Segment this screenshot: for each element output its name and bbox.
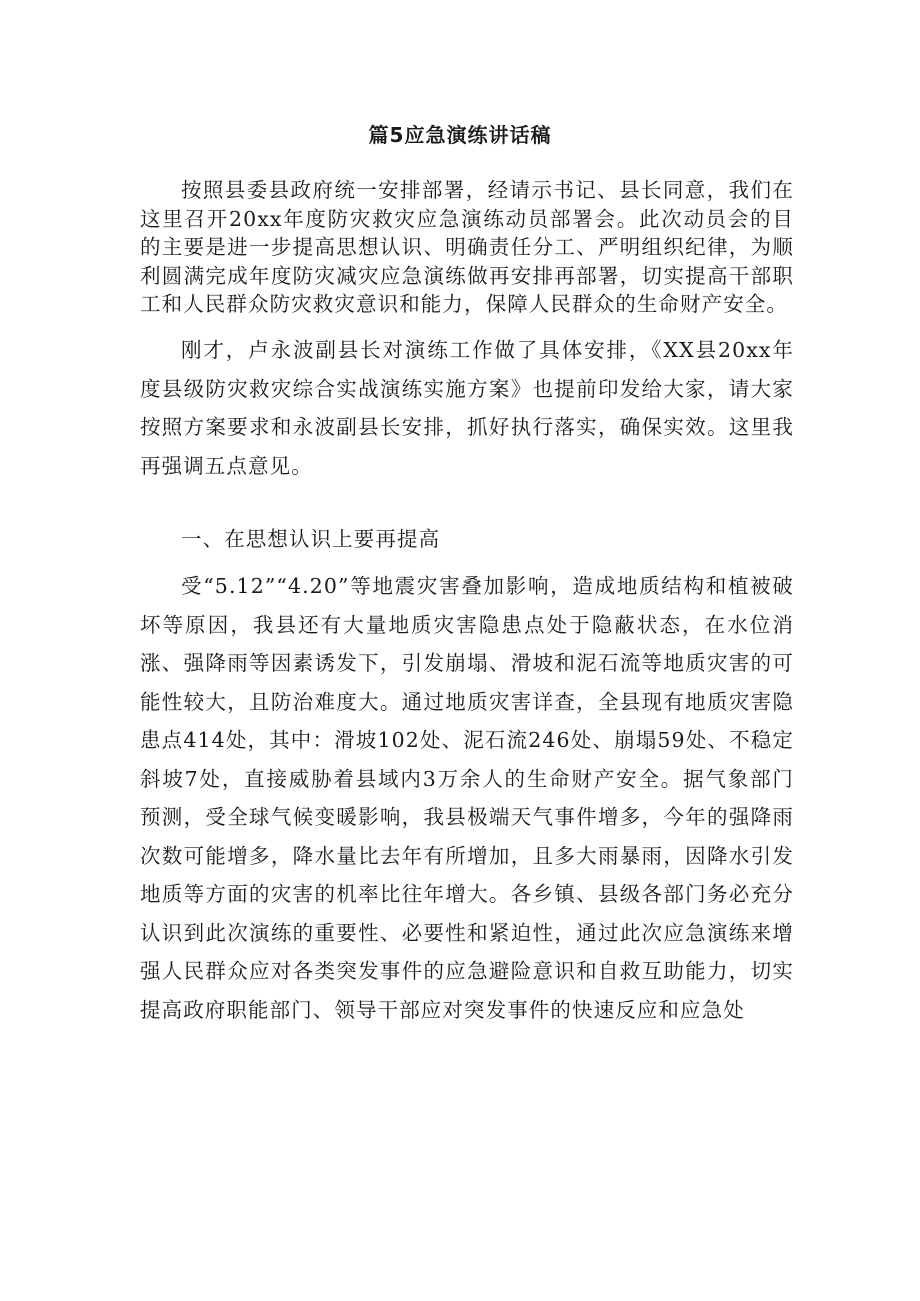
section-heading-1: 一、在思想认识上要再提高 bbox=[181, 527, 441, 551]
paragraph-arrangement: 刚才，卢永波副县长对演练工作做了具体安排，《XX县20xx年度县级防灾救灾综合实战演练实施方案》也提前印发给大家，请大家按照方案要求和永波副县长安排，抓好执行落实，确保实效。这里我再强调五点意见。 bbox=[140, 338, 794, 478]
paragraph-opening: 按照县委县政府统一安排部署，经请示书记、县长同意，我们在这里召开20xx年度防灾救灾应急演练动员部署会。此次动员会的目的主要是进一步提高思想认识、明确责任分工、严明组织纪律，为顺利圆满完成年度防灾减灾应急演练做再安排再部署，切实提高干部职工和人民群众防灾救灾意识和能力，保障人民群众的生命财产安全。 bbox=[140, 178, 794, 316]
paragraph-section-1-body: 受“5.12”“4.20”等地震灾害叠加影响，造成地质结构和植被破坏等原因，我县还有大量地质灾害隐患点处于隐蔽状态，在水位消涨、强降雨等因素诱发下，引发崩塌、滑坡和泥石流等地质灾害的可能性较大，且防治难度大。通过地质灾害详查，全县现有地质灾害隐患点414处，其中：滑坡102处、泥石流246处、崩塌59处、不稳定斜坡7处，直接威胁着县域内3万余人的生命财产安全。据气象部门预测，受全球气候变暖影响，我县极端天气事件增多，今年的强降雨次数可能增多，降水量比去年有所增加，且多大雨暴雨，因降水引发地质等方面的灾害的机率比往年增大。各乡镇、县级各部门务必充分认识到此次演练的重要性、必要性和紧迫性，通过此次应急演练来增强人民群众应对各类突发事件的应急避险意识和自救互助能力，切实提高政府职能部门、领导干部应对突发事件的快速反应和应急处 bbox=[140, 574, 794, 1022]
document-title: 篇5应急演练讲话稿 bbox=[368, 123, 552, 147]
